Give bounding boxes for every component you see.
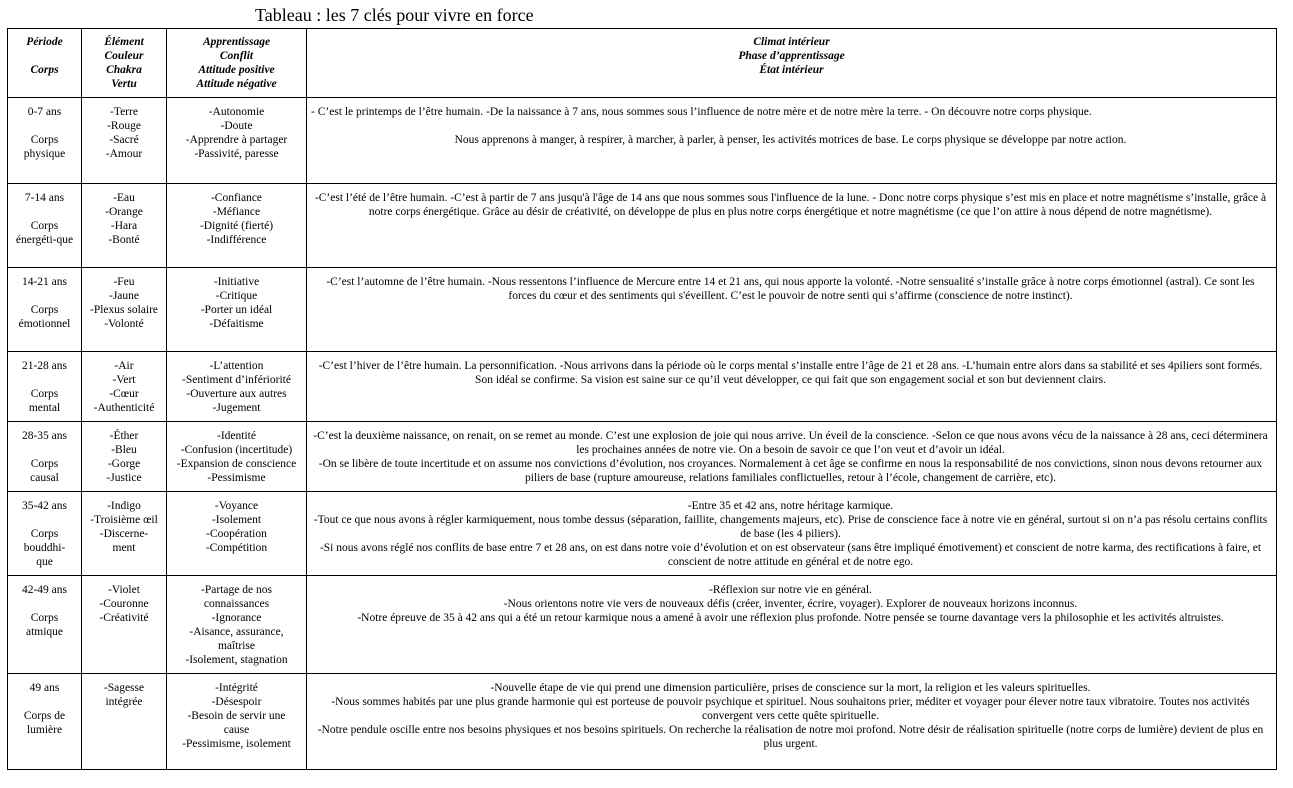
header-climate [307, 29, 1277, 98]
cell-line: -Indigo [107, 500, 141, 512]
cell-learning [167, 184, 307, 268]
cell-line: Corps [30, 220, 59, 232]
cell-line: -Critique [215, 290, 258, 302]
cell-line: -Eau [113, 192, 135, 204]
cell-line: -Justice [106, 472, 142, 484]
cell-line: 49 ans [29, 682, 60, 694]
cell-line: -Notre épreuve de 35 à 42 ans qui a été un retour karmique nous a amené à avoir une réflexion plus profonde. Notre pensée se tourne davantage vers la philosophie et les activités altruistes. [357, 612, 1224, 624]
cell-line: -Authenticité [93, 402, 155, 414]
cell-line: -Nous orientons notre vie vers de nouveaux défis (créer, inventer, écrire, voyager). Explorer de nouveaux horizons inconnus. [503, 598, 1078, 610]
cell-line: -Hara [110, 220, 138, 232]
cell-line: 0-7 ans [27, 106, 62, 118]
cell-line: -Pessimisme [207, 472, 266, 484]
header-line: Corps [30, 64, 59, 76]
cell-period [8, 268, 82, 352]
cell-line: énergéti-que [15, 234, 74, 246]
cell-climate [307, 492, 1277, 576]
cell-line: -Nouvelle étape de vie qui prend une dimension particulière, prises de conscience sur la mort, la religion et les valeurs spirituelles. [490, 682, 1091, 694]
cell-learning [167, 674, 307, 770]
header-line: Attitude négative [196, 78, 277, 90]
cell-period [8, 352, 82, 422]
cell-line: -Passivité, paresse [194, 148, 279, 160]
cell-learning [167, 268, 307, 352]
cell-line: -Doute [220, 120, 253, 132]
cell-line: -Couronne [99, 598, 149, 610]
cell-line: -Feu [113, 276, 135, 288]
cell-climate [307, 98, 1277, 184]
header-period [8, 29, 82, 98]
cell-line: -C’est l’été de l’être humain. -C’est à partir de 7 ans jusqu'à l'âge de 14 ans que nous sommes sous l'influence de la lune. - Donc notre corps physique s’est mis en place et notre magnétisme s’installe, grâce à notre corps énergétique. Grâce au désir de créativité, on développe de plus en plus notre corps énergétique et notre magnétisme (ce que l’on attire à nous dépend de notre magnétisme). [314, 192, 1267, 218]
cell-line: cause [223, 724, 250, 736]
cell-climate [307, 674, 1277, 770]
cell-period [8, 422, 82, 492]
cell-line: 21-28 ans [21, 360, 68, 372]
cell-line: maîtrise [217, 640, 256, 652]
cell-line: -Isolement, stagnation [185, 654, 288, 666]
cell-line: intégrée [105, 696, 143, 708]
cell-line: connaissances [203, 598, 270, 610]
cell-line: -Défaitisme [209, 318, 264, 330]
cell-line: -Bonté [108, 234, 140, 246]
header-line: Apprentissage [202, 36, 271, 48]
cell-line: -On se libère de toute incertitude et on assume nos convictions d’évolution, nos croyances. Normalement à cet âge se confirme en nous la responsabilité de nos convictions, sinon nous devons retourner aux piliers de base (rupture amoureuse, relations familiales conflictuelles, retour à l’école, changement de carrière, etc). [318, 458, 1263, 484]
cell-line: -Partage de nos [201, 584, 272, 596]
cell-line: -Expansion de conscience [176, 458, 297, 470]
cell-period [8, 492, 82, 576]
cell-line: -Cœur [109, 388, 139, 400]
cell-line: -Notre pendule oscille entre nos besoins physiques et nos besoins spirituels. On recherche la réalisation de notre moi profond. Notre désir de réalisation spirituelle (notre corps de lumière) devient de plus en plus urgent. [317, 724, 1264, 750]
cell-line: lumière [26, 724, 63, 736]
cell-line: que [36, 556, 53, 568]
cell-element [82, 352, 167, 422]
header-line: Période [26, 36, 63, 48]
cell-period [8, 576, 82, 674]
cell-period [8, 98, 82, 184]
cell-line: -Rouge [107, 120, 141, 132]
cell-line: Corps [30, 388, 59, 400]
cell-line: mental [28, 402, 61, 414]
cell-line: -Plexus solaire [89, 304, 159, 316]
cell-climate [307, 352, 1277, 422]
cell-element [82, 492, 167, 576]
cell-line: -Sagesse [103, 682, 145, 694]
table-row [8, 352, 1277, 422]
table-row [8, 674, 1277, 770]
header-line: Élément [104, 36, 144, 48]
cell-line: -Jugement [212, 402, 261, 414]
cell-line: -Identité [217, 430, 256, 442]
cell-line: -Confusion (incertitude) [180, 444, 293, 456]
cell-line: -Tout ce que nous avons à régler karmiquement, nous tombe dessus (séparation, faillite, changements majeurs, etc). Prise de conscience face à notre vie en général, surtout si on n’a pas résolu certains conflits de base (les 4 piliers). [313, 514, 1268, 540]
table-row [8, 268, 1277, 352]
cell-learning [167, 352, 307, 422]
header-line: Phase d’apprentissage [738, 50, 845, 62]
table-row [8, 492, 1277, 576]
cell-line: 14-21 ans [21, 276, 68, 288]
page-title: Tableau : les 7 clés pour vivre en force [255, 5, 534, 25]
cell-line: -Bleu [111, 444, 137, 456]
cell-learning [167, 422, 307, 492]
header-line: Conflit [219, 50, 254, 62]
cell-line: -Confiance [210, 192, 263, 204]
cell-line: - C’est le printemps de l’être humain. -De la naissance à 7 ans, nous sommes sous l’influence de notre mère et de notre mère la terre. - On découvre notre corps physique. [311, 106, 1092, 118]
table-row [8, 576, 1277, 674]
header-line: Vertu [111, 78, 137, 90]
cell-line: -Violet [108, 584, 140, 596]
cell-line: -Créativité [99, 612, 149, 624]
cell-line: émotionnel [18, 318, 71, 330]
cell-line: 35-42 ans [21, 500, 68, 512]
cell-learning [167, 98, 307, 184]
cell-climate [307, 576, 1277, 674]
cell-line: -Sentiment d’infériorité [182, 374, 291, 386]
header-element [82, 29, 167, 98]
cell-line: -Terre [110, 106, 138, 118]
table-row [8, 422, 1277, 492]
cell-line: -Pessimisme, isolement [182, 738, 291, 750]
cell-line: -Ouverture aux autres [186, 388, 287, 400]
header-line: Attitude positive [198, 64, 275, 76]
cell-element [82, 674, 167, 770]
cell-line: -Nous sommes habités par une plus grande harmonie qui est porteuse de pouvoir psychique et spirituel. Nous souhaitons prier, méditer et voyager pour élever notre taux vibratoire. Toutes nos activités convergent vers cette quête spirituelle. [331, 696, 1250, 722]
keys-table [7, 28, 1277, 770]
cell-line: 7-14 ans [24, 192, 65, 204]
cell-line: -C’est l’automne de l’être humain. -Nous ressentons l’influence de Mercure entre 14 et 21 ans, qui nous apporte la volonté. -Notre sensualité s’installe grâce à notre corps émotionnel (astral). Ce sont les forces du cœur et des sentiments qui s'éveillent. C’est le pouvoir de notre senti qui s’affirme (conscience de notre instinct). [326, 276, 1255, 302]
cell-line: -Orange [105, 206, 143, 218]
cell-line: -Compétition [205, 542, 268, 554]
cell-line: -Dignité (fierté) [199, 220, 274, 232]
cell-line: -Entre 35 et 42 ans, notre héritage karmique. [687, 500, 894, 512]
cell-line: -Volonté [104, 318, 144, 330]
cell-line: -Discerne- [99, 528, 149, 540]
cell-line: Corps [30, 612, 59, 624]
cell-line: physique [23, 148, 66, 160]
cell-period [8, 184, 82, 268]
cell-climate [307, 184, 1277, 268]
cell-line: 42-49 ans [21, 584, 68, 596]
cell-element [82, 268, 167, 352]
cell-climate [307, 422, 1277, 492]
cell-line: -L’attention [209, 360, 264, 372]
cell-climate [307, 268, 1277, 352]
cell-line: Corps [30, 458, 59, 470]
cell-line: Corps de [23, 710, 66, 722]
cell-line: -Gorge [107, 458, 141, 470]
cell-line: Nous apprenons à manger, à respirer, à marcher, à parler, à penser, les activités motrices de base. Le corps physique se développe par notre action. [454, 134, 1127, 146]
cell-line: Corps [30, 134, 59, 146]
cell-line: -Ignorance [211, 612, 262, 624]
cell-line: -Vert [112, 374, 136, 386]
cell-element [82, 184, 167, 268]
header-row [8, 29, 1277, 98]
cell-line: -Désespoir [211, 696, 262, 708]
cell-line: -Autonomie [208, 106, 265, 118]
cell-line: -Amour [105, 148, 143, 160]
cell-line: 28-35 ans [21, 430, 68, 442]
cell-line: -Coopération [206, 528, 267, 540]
cell-line: -Indifférence [206, 234, 267, 246]
cell-line: -C’est l’hiver de l’être humain. La personnification. -Nous arrivons dans la période où le corps mental s’installe entre l’âge de 21 et 28 ans. -L’humain entre alors dans sa stabilité et ses 4piliers sont formés. Son idéal se confirme. Sa vision est saine sur ce qu’il veut développer, ce qui fait que son engagement social et son but deviennent clairs. [318, 360, 1263, 386]
header-line: Chakra [106, 64, 142, 76]
cell-line: -Éther [109, 430, 139, 442]
table-row [8, 184, 1277, 268]
cell-line: -Réflexion sur notre vie en général. [709, 584, 872, 596]
cell-line: -Si nous avons réglé nos conflits de base entre 7 et 28 ans, on est dans notre voie d’évolution et on est observateur (sans être impliqué émotivement) et conscient de notre karma, des rectifications à faire, et conscient de notre attitude en général et de notre ego. [319, 542, 1262, 568]
cell-line: -Apprendre à partager [185, 134, 288, 146]
cell-line: -C’est la deuxième naissance, on renait, on se remet au monde. C’est une explosion de joie qui nous arrive. Un éveil de la conscience. -Selon ce que nous avons vécu de la naissance à 28 ans, ceci déterminera les prochaines années de notre vie. On a besoin de savoir ce que l’on veut et d’avoir un idéal. [313, 430, 1268, 456]
cell-element [82, 422, 167, 492]
cell-line: atmique [25, 626, 64, 638]
cell-line: -Sacré [109, 134, 139, 146]
cell-line: -Initiative [213, 276, 260, 288]
cell-line: -Méfiance [212, 206, 261, 218]
cell-line: -Jaune [108, 290, 139, 302]
header-line: Couleur [104, 50, 144, 62]
cell-line: -Air [114, 360, 134, 372]
cell-element [82, 98, 167, 184]
cell-line: Corps [30, 528, 59, 540]
cell-line: -Porter un idéal [200, 304, 273, 316]
cell-learning [167, 492, 307, 576]
cell-learning [167, 576, 307, 674]
cell-line: Corps [30, 304, 59, 316]
cell-line: -Aisance, assurance, [189, 626, 284, 638]
cell-line: causal [30, 472, 59, 484]
table-row [8, 98, 1277, 184]
cell-line: -Troisième œil [90, 514, 158, 526]
cell-element [82, 576, 167, 674]
cell-line: ment [112, 542, 136, 554]
cell-line: -Isolement [211, 514, 262, 526]
cell-line: -Voyance [214, 500, 259, 512]
header-learning [167, 29, 307, 98]
cell-line: -Intégrité [215, 682, 258, 694]
header-line: Climat intérieur [753, 36, 830, 48]
header-line: État intérieur [759, 64, 824, 76]
cell-line: bouddhi- [23, 542, 66, 554]
cell-line: -Besoin de servir une [187, 710, 286, 722]
cell-period [8, 674, 82, 770]
